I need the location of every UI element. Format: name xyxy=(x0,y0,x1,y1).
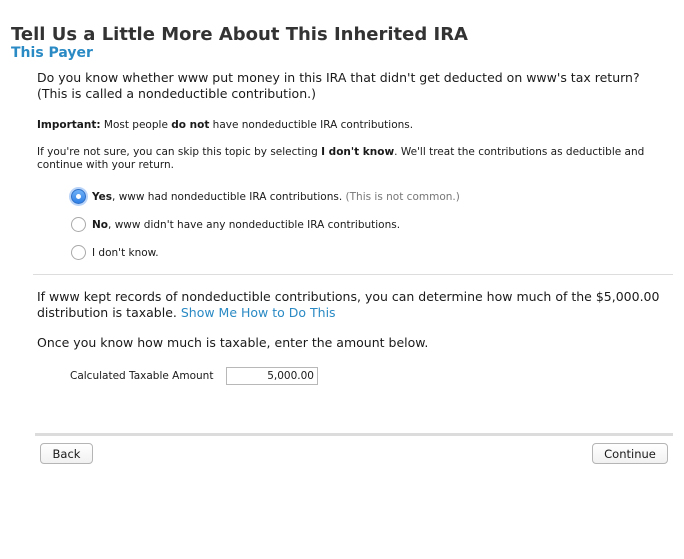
taxable-amount-label: Calculated Taxable Amount xyxy=(70,370,214,382)
option-no-bold: No xyxy=(92,218,109,231)
option-no-text: , www didn't have any nondeductible IRA contributions. xyxy=(108,218,401,231)
important-note xyxy=(37,119,413,131)
records-body: If www kept records of nondeductible contributions, you can determine how much of the $5,000.00 distribution is taxable. xyxy=(37,289,660,320)
question-line-2: (This is called a nondeductible contribution.) xyxy=(37,86,316,101)
show-me-how-link[interactable]: Show Me How to Do This xyxy=(180,305,336,320)
radio-no[interactable] xyxy=(71,217,86,232)
section-divider xyxy=(33,274,673,275)
not-sure-post: . We'll treat the contributions as deductible and continue with your return. xyxy=(37,146,645,171)
important-label: Important: xyxy=(37,119,101,131)
option-yes-bold: Yes xyxy=(92,190,113,203)
option-dont-know[interactable] xyxy=(71,245,159,260)
question-text xyxy=(37,70,677,102)
option-no[interactable] xyxy=(71,217,400,232)
important-post: have nondeductible IRA contributions. xyxy=(209,119,414,131)
not-sure-pre: If you're not sure, you can skip this topic by selecting xyxy=(37,146,322,158)
back-button[interactable]: Back xyxy=(40,443,93,464)
page-subtitle: This Payer xyxy=(11,45,93,61)
option-no-label[interactable] xyxy=(92,219,400,231)
important-pre: Most people xyxy=(100,119,172,131)
records-text xyxy=(37,289,677,321)
option-yes-text: , www had nondeductible IRA contributions. xyxy=(112,190,346,203)
question-line-1: Do you know whether www put money in this IRA that didn't get deducted on www's tax return? xyxy=(37,70,640,85)
footer-divider xyxy=(35,433,673,436)
not-sure-note xyxy=(37,146,667,172)
continue-button[interactable]: Continue xyxy=(592,443,668,464)
option-yes-muted: (This is not common.) xyxy=(345,190,460,203)
radio-yes[interactable] xyxy=(71,189,86,204)
not-sure-bold: I don't know xyxy=(321,146,395,158)
important-bold: do not xyxy=(171,119,210,131)
taxable-amount-input[interactable] xyxy=(226,367,318,385)
radio-dont-know[interactable] xyxy=(71,245,86,260)
page-title: Tell Us a Little More About This Inherited IRA xyxy=(11,24,468,45)
option-dont-know-label[interactable]: I don't know. xyxy=(92,246,159,259)
option-yes-label[interactable] xyxy=(92,191,460,203)
option-yes[interactable] xyxy=(71,189,460,204)
instruction-text: Once you know how much is taxable, enter the amount below. xyxy=(37,335,429,350)
